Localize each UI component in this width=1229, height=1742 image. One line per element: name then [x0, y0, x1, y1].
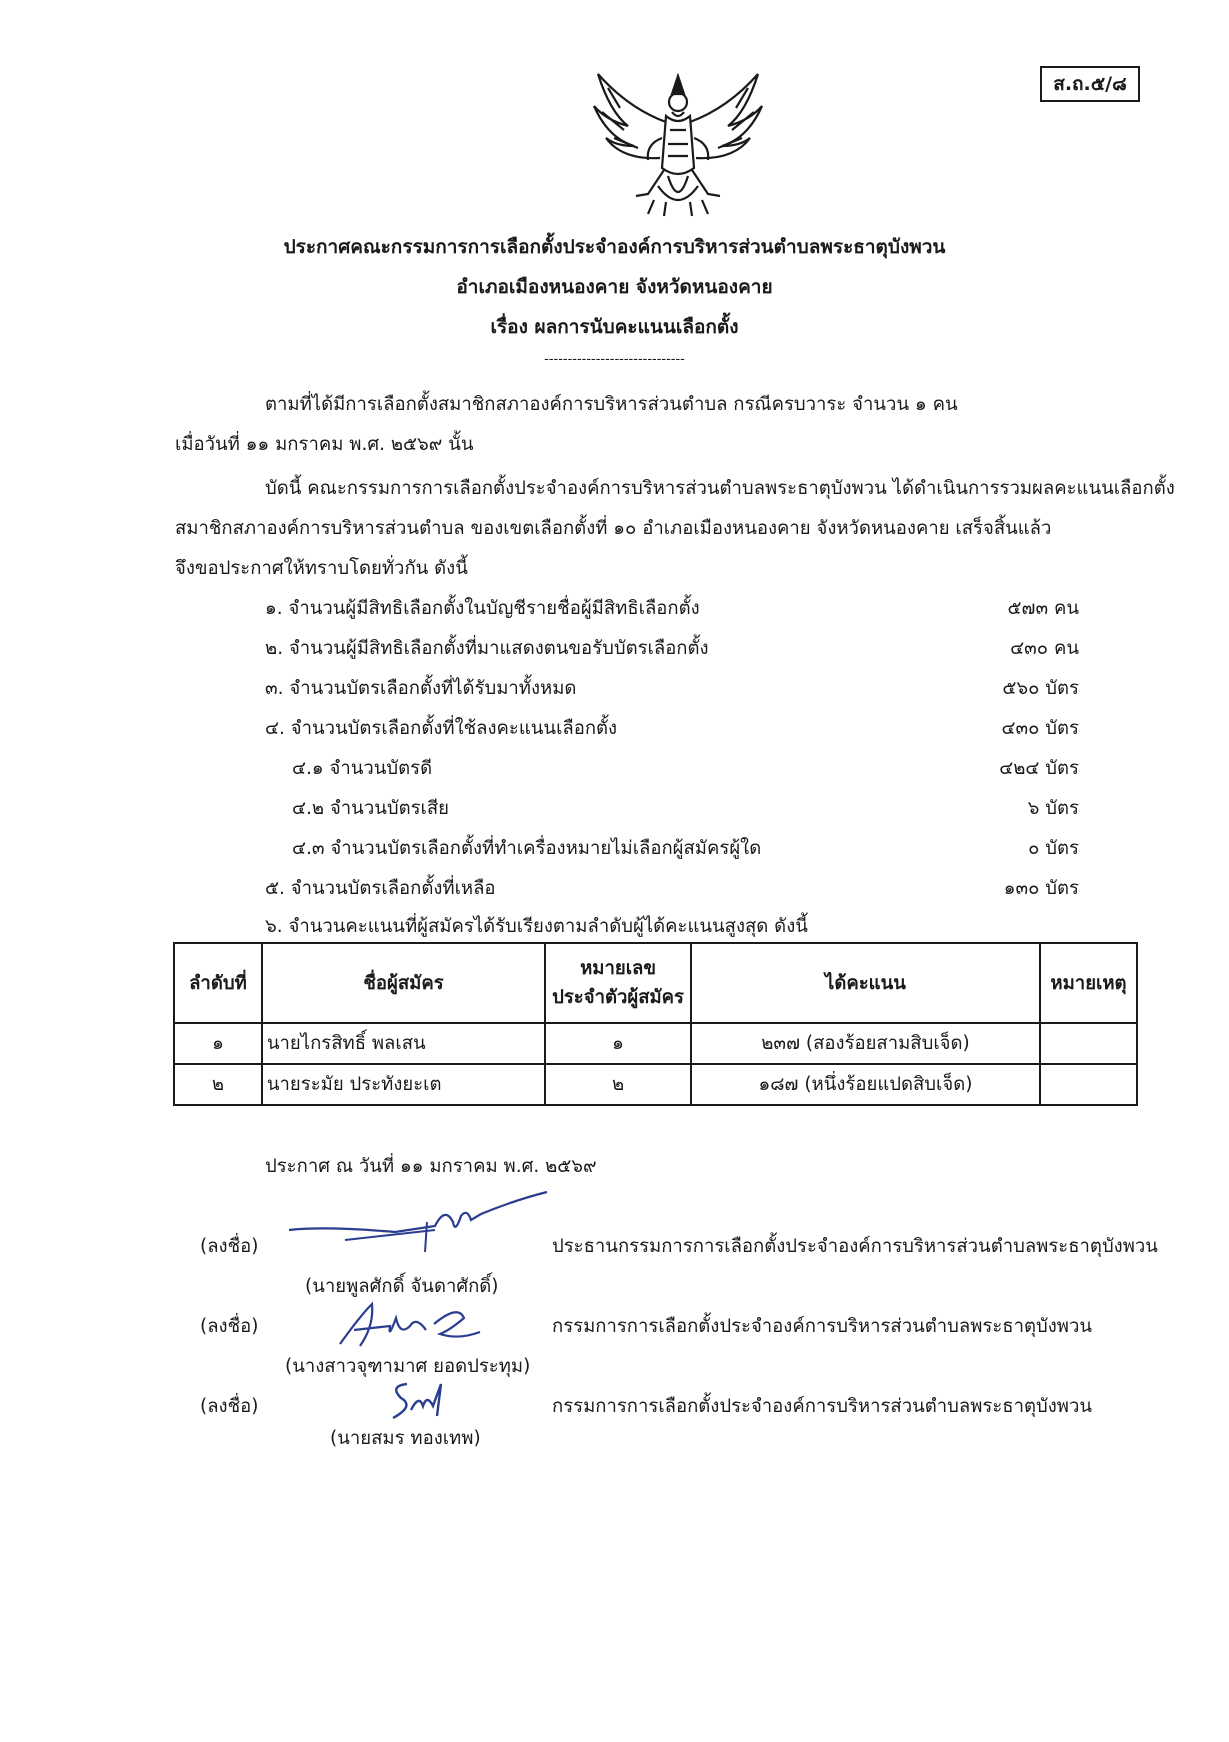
- signature-label: (ลงชื่อ): [200, 1396, 259, 1417]
- cell-candidate-number: ๑: [545, 1023, 691, 1064]
- item-label: ๔. จำนวนบัตรเลือกตั้งที่ใช้ลงคะแนนเลือกตั้ง: [265, 718, 618, 739]
- intro-paragraph-1-line-2: เมื่อวันที่ ๑๑ มกราคม พ.ศ. ๒๕๖๙ นั้น: [175, 434, 474, 455]
- item-label: ๔.๓ จำนวนบัตรเลือกตั้งที่ทำเครื่องหมายไม่เลือกผู้สมัครผู้ใด: [292, 838, 762, 859]
- column-header-number-line-1: หมายเลข: [580, 958, 657, 979]
- cell-candidate-name: นายระมัย ประทังยะเต: [262, 1064, 545, 1105]
- form-code-text: ส.ถ.๕/๘: [1053, 73, 1127, 95]
- cell-score: ๒๓๗ (สองร้อยสามสิบเจ็ด): [691, 1023, 1040, 1064]
- cell-candidate-number: ๒: [545, 1064, 691, 1105]
- form-code-badge: [1040, 66, 1140, 102]
- announcement-date: ประกาศ ณ วันที่ ๑๑ มกราคม พ.ศ. ๒๕๖๙: [265, 1156, 597, 1177]
- announcement-title: ประกาศคณะกรรมการการเลือกตั้งประจำองค์การบริหารส่วนตำบลพระธาตุบังพวน: [283, 236, 946, 258]
- cell-order: ๑: [174, 1023, 262, 1064]
- item-value: ๖ บัตร: [1027, 798, 1079, 819]
- signature-label: (ลงชื่อ): [200, 1316, 259, 1337]
- header-divider: ------------------------------: [544, 352, 685, 367]
- column-header-score: ได้คะแนน: [691, 943, 1040, 1023]
- signature-name: (นางสาวจุฑามาศ ยอดประทุม): [285, 1356, 531, 1377]
- cell-note: [1040, 1023, 1137, 1064]
- signature-position: กรรมการการเลือกตั้งประจำองค์การบริหารส่วนตำบลพระธาตุบังพวน: [552, 1316, 1093, 1337]
- cell-candidate-name: นายไกรสิทธิ์ พลเสน: [262, 1023, 545, 1064]
- signature-name: (นายสมร ทองเทพ): [330, 1428, 481, 1449]
- garuda-emblem-icon: [588, 68, 768, 218]
- item-label: ๔.๑ จำนวนบัตรดี: [292, 758, 433, 779]
- table-row: [174, 1023, 1137, 1064]
- item-label: ๒. จำนวนผู้มีสิทธิเลือกตั้งที่มาแสดงตนขอรับบัตรเลือกตั้ง: [265, 638, 709, 659]
- signature-label: (ลงชื่อ): [200, 1236, 259, 1257]
- item-label: ๓. จำนวนบัตรเลือกตั้งที่ได้รับมาทั้งหมด: [265, 678, 577, 699]
- column-header-order: ลำดับที่: [174, 943, 262, 1023]
- column-header-number: [545, 943, 691, 1023]
- item-value: ๐ บัตร: [1028, 838, 1079, 859]
- intro-paragraph-2-line-3: จึงขอประกาศให้ทราบโดยทั่วกัน ดังนี้: [175, 558, 468, 579]
- handwritten-signature-1: [285, 1186, 555, 1266]
- announcement-subject: เรื่อง ผลการนับคะแนนเลือกตั้ง: [490, 316, 739, 338]
- item-value: ๕๗๓ คน: [1007, 598, 1079, 619]
- column-header-note: หมายเหตุ: [1040, 943, 1137, 1023]
- item-label: ๔.๒ จำนวนบัตรเสีย: [292, 798, 450, 819]
- table-header-row: [174, 943, 1137, 1023]
- intro-paragraph-1-line-1: ตามที่ได้มีการเลือกตั้งสมาชิกสภาองค์การบริหารส่วนตำบล กรณีครบวาระ จำนวน ๑ คน: [265, 394, 958, 415]
- handwritten-signature-3: [385, 1376, 455, 1426]
- column-header-name: ชื่อผู้สมัคร: [262, 943, 545, 1023]
- intro-paragraph-2-line-1: บัดนี้ คณะกรรมการการเลือกตั้งประจำองค์การบริหารส่วนตำบลพระธาตุบังพวน ได้ดำเนินการรวมผลคะแนนเลือกตั้ง: [265, 478, 1175, 499]
- column-header-number-line-2: ประจำตัวผู้สมัคร: [552, 987, 684, 1008]
- announcement-district: อำเภอเมืองหนองคาย จังหวัดหนองคาย: [456, 276, 773, 298]
- signature-position: กรรมการการเลือกตั้งประจำองค์การบริหารส่วนตำบลพระธาตุบังพวน: [552, 1396, 1093, 1417]
- handwritten-signature-2: [330, 1296, 490, 1356]
- item-value: ๔๒๔ บัตร: [999, 758, 1079, 779]
- signature-name: (นายพูลศักดิ์ จันดาศักดิ์): [305, 1276, 499, 1297]
- item-label: ๕. จำนวนบัตรเลือกตั้งที่เหลือ: [265, 878, 496, 899]
- table-row: [174, 1064, 1137, 1105]
- item-label: ๑. จำนวนผู้มีสิทธิเลือกตั้งในบัญชีรายชื่อผู้มีสิทธิเลือกตั้ง: [265, 598, 700, 619]
- cell-score: ๑๘๗ (หนึ่งร้อยแปดสิบเจ็ด): [691, 1064, 1040, 1105]
- signature-position: ประธานกรรมการการเลือกตั้งประจำองค์การบริหารส่วนตำบลพระธาตุบังพวน: [552, 1236, 1158, 1257]
- item-value: ๑๓๐ บัตร: [1003, 878, 1079, 899]
- item-value: ๔๓๐ คน: [1010, 638, 1079, 659]
- item-6-label: ๖. จำนวนคะแนนที่ผู้สมัครได้รับเรียงตามลำดับผู้ได้คะแนนสูงสุด ดังนี้: [265, 916, 808, 937]
- item-value: ๔๓๐ บัตร: [1001, 718, 1079, 739]
- cell-note: [1040, 1064, 1137, 1105]
- results-table: [173, 942, 1138, 1106]
- intro-paragraph-2-line-2: สมาชิกสภาองค์การบริหารส่วนตำบล ของเขตเลือกตั้งที่ ๑๐ อำเภอเมืองหนองคาย จังหวัดหนองคาย เสร็จสิ้นแล้ว: [175, 518, 1052, 539]
- cell-order: ๒: [174, 1064, 262, 1105]
- item-value: ๕๖๐ บัตร: [1002, 678, 1079, 699]
